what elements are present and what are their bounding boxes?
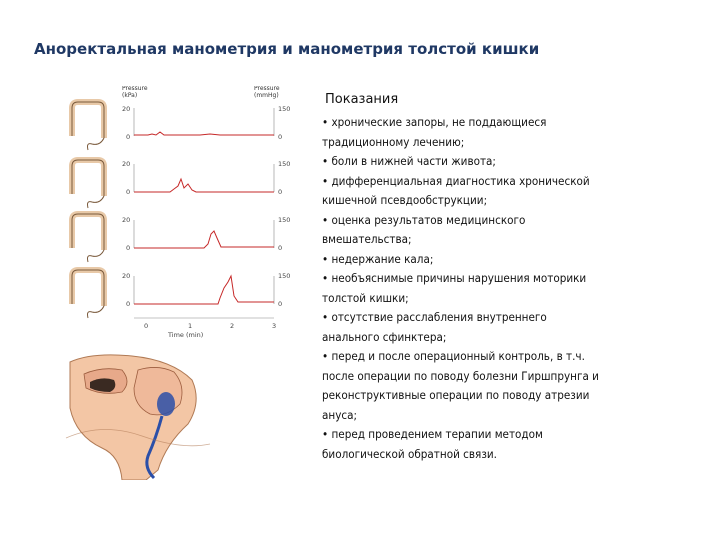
indication-line: анального сфинктера; bbox=[322, 329, 447, 344]
x-tick: 0 bbox=[144, 322, 149, 330]
pressure-trace-3 bbox=[134, 231, 274, 248]
slide-title: Аноректальная манометрия и манометрия толстой кишки bbox=[34, 40, 540, 58]
x-tick: 2 bbox=[230, 322, 235, 330]
indication-line: • перед проведением терапии методом bbox=[322, 427, 543, 441]
panel-axes bbox=[134, 108, 274, 318]
colon-drawing-4 bbox=[72, 270, 104, 318]
right-tick: 150 bbox=[278, 272, 291, 280]
pressure-trace-2 bbox=[134, 179, 274, 192]
indication-line: кишечной псевдообструкции; bbox=[322, 193, 488, 207]
indication-line: • боли в нижней части живота; bbox=[322, 154, 496, 168]
pressure-trace-4 bbox=[134, 276, 274, 304]
indications-list bbox=[322, 113, 702, 464]
pressure-trace-1 bbox=[134, 132, 274, 135]
indication-line: • хронические запоры, не поддающиеся bbox=[322, 115, 547, 129]
right-tick: 0 bbox=[278, 188, 283, 196]
left-tick: 0 bbox=[126, 244, 131, 252]
colon-drawing-1 bbox=[72, 102, 104, 150]
indication-line: реконструктивные операции по поводу атрезии bbox=[322, 388, 590, 402]
indication-line: ануса; bbox=[322, 407, 358, 422]
colon-drawing-2 bbox=[72, 160, 104, 208]
right-tick: 150 bbox=[278, 105, 291, 113]
right-axis-unit: (mmHg) bbox=[254, 92, 279, 99]
indication-line: • перед и после операционный контроль, в т.ч. bbox=[322, 349, 585, 363]
indication-line: вмешательства; bbox=[322, 232, 412, 246]
indication-line: • дифференциальная диагностика хронической bbox=[322, 173, 590, 188]
right-tick: 150 bbox=[278, 216, 291, 224]
right-tick: 0 bbox=[278, 133, 283, 141]
left-tick: 0 bbox=[126, 300, 131, 308]
colon-drawing-3 bbox=[72, 214, 104, 262]
left-axis-label: Pressure bbox=[122, 86, 148, 92]
left-tick: 20 bbox=[122, 105, 131, 113]
right-axis-label: Pressure bbox=[254, 86, 280, 92]
indication-line: • недержание кала; bbox=[322, 251, 434, 266]
x-tick: 1 bbox=[188, 322, 193, 330]
manometry-figure bbox=[60, 86, 300, 342]
x-axis-label: Time (min) bbox=[168, 331, 204, 339]
left-tick: 20 bbox=[122, 216, 131, 224]
indications-block bbox=[322, 92, 702, 464]
anatomy-illustration bbox=[62, 352, 212, 480]
x-tick: 3 bbox=[272, 322, 277, 330]
indication-line: • отсутствие расслабления внутреннего bbox=[322, 310, 547, 324]
left-axis-unit: (kPa) bbox=[122, 92, 138, 99]
indication-line: толстой кишки; bbox=[322, 290, 409, 305]
indication-line: биологической обратной связи. bbox=[322, 446, 497, 461]
indication-line: • необъяснимые причины нарушения моторики bbox=[322, 271, 587, 285]
left-tick: 0 bbox=[126, 133, 131, 141]
indication-line: традиционному лечению; bbox=[322, 134, 465, 149]
left-tick: 20 bbox=[122, 160, 131, 168]
indication-line: после операции по поводу болезни Гиршпрунга и bbox=[322, 368, 599, 383]
left-tick: 0 bbox=[126, 188, 131, 196]
right-tick: 0 bbox=[278, 300, 283, 308]
left-tick: 20 bbox=[122, 272, 131, 280]
right-tick: 0 bbox=[278, 244, 283, 252]
indication-line: • оценка результатов медицинского bbox=[322, 212, 526, 227]
indications-heading: Показания bbox=[325, 92, 399, 107]
right-tick: 150 bbox=[278, 160, 291, 168]
